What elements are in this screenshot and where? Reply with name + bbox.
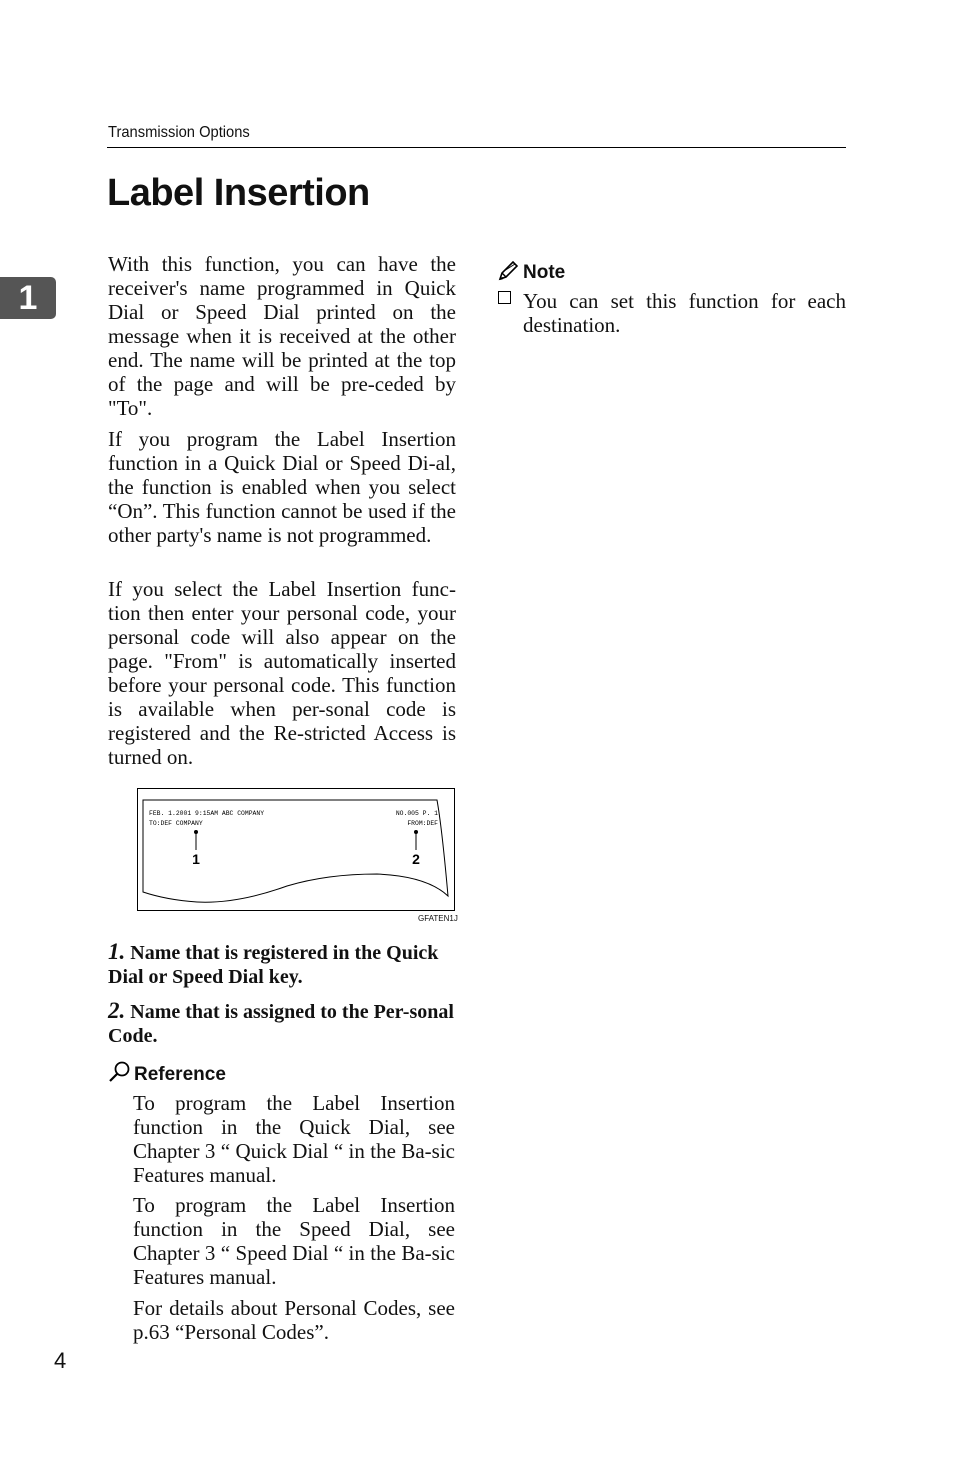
callout-number-2: 2 — [412, 851, 420, 867]
callout-item-2 — [108, 999, 456, 1048]
body-paragraph-2: If you program the Label Insertion function in a Quick Dial or Speed Di-al, the function is enabled when you select “On”. This function cannot be used if the other party's name is not programmed. — [108, 427, 456, 547]
note-bullet-box-icon — [498, 291, 511, 304]
reference-label: Reference — [134, 1064, 226, 1085]
callout-number-1: 1 — [192, 851, 200, 867]
page-number: 4 — [54, 1348, 67, 1373]
body-paragraph-3: If you select the Label Insertion func-tion then enter your personal code, your personal code will also appear on the page. "From" is automatically inserted before your personal code. This function is available when per-sonal code is registered and the Re-stricted Access is turned on. — [108, 577, 456, 769]
figure-code: GFATEN1J — [418, 914, 458, 923]
callout-item-1 — [108, 940, 456, 989]
note-label: Note — [523, 262, 566, 283]
magnifier-icon — [108, 1060, 132, 1084]
pencil-icon — [497, 260, 519, 282]
reference-paragraph-2: To program the Label Insertion function in the Speed Dial, see Chapter 3 “ Speed Dial “ in the Ba-sic Features manual. — [133, 1193, 455, 1289]
figure-frame — [138, 789, 455, 911]
header-line1-right: NO.005 P. 1 — [395, 810, 438, 817]
callout-item-text: Name that is registered in the Quick Dial or Speed Dial key. — [108, 942, 439, 988]
header-rule — [107, 147, 846, 148]
header-line2-left: TO:DEF COMPANY — [149, 820, 203, 827]
header-line1-left: FEB. 1.2001 9:15AM ABC COMPANY — [149, 810, 265, 817]
reference-paragraph-1: To program the Label Insertion function in the Quick Dial, see Chapter 3 “ Quick Dial “ in the Ba-sic Features manual. — [133, 1091, 455, 1187]
callout-item-number: 1. — [108, 939, 126, 964]
running-header: Transmission Options — [108, 124, 250, 141]
fax-header-figure — [137, 788, 455, 911]
reference-paragraph-3: For details about Personal Codes, see p.63 “Personal Codes”. — [133, 1296, 455, 1344]
header-line2-right: FROM:DEF — [407, 820, 438, 827]
page-title: Label Insertion — [107, 172, 370, 214]
note-item: You can set this function for each destination. — [523, 289, 846, 337]
body-paragraph-1: With this function, you can have the receiver's name programmed in Quick Dial or Speed Dial printed on the message when it is received at the other end. The name will be printed at the top of the page and will be pre-ceded by "To". — [108, 252, 456, 420]
callout-item-number: 2. — [108, 998, 126, 1023]
chapter-tab: 1 — [0, 277, 56, 319]
callout-item-text: Name that is assigned to the Per-sonal Code. — [108, 1001, 454, 1047]
